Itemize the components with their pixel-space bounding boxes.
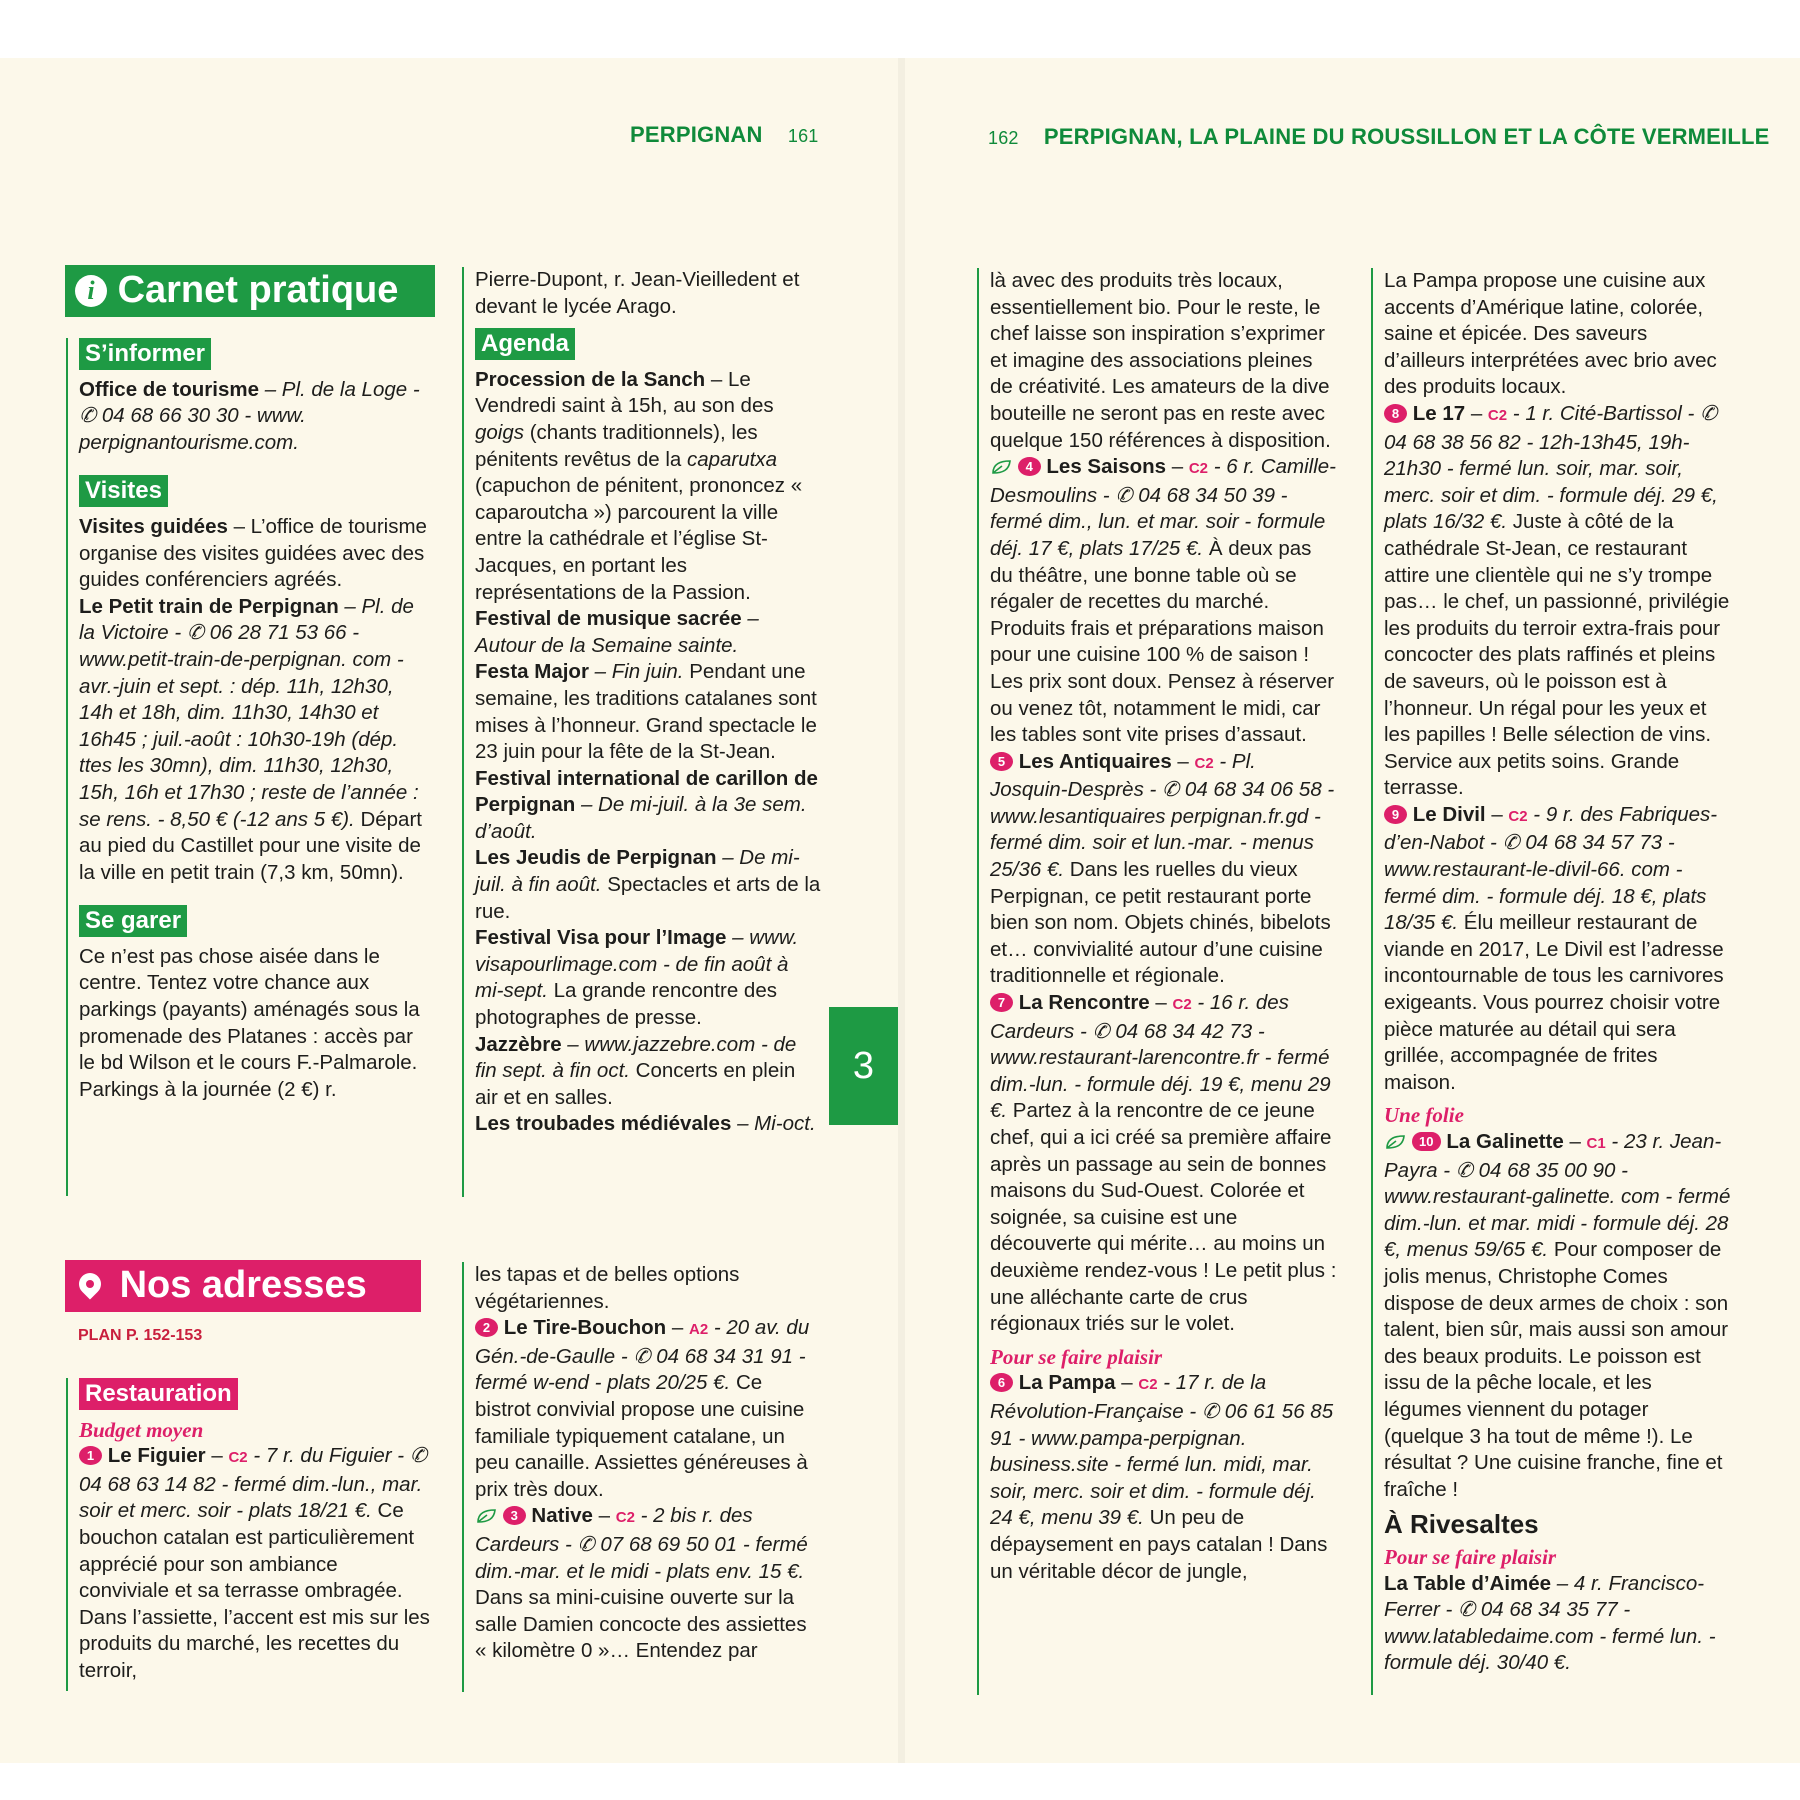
leaf-icon [475, 1508, 497, 1524]
restauration-heading: Restauration [79, 1378, 238, 1410]
col4-intro: les tapas et de belles options végétariennes. [475, 1263, 740, 1313]
restaurant-details: 04 68 34 42 73 - www.restaurant-larencontre.fr - fermé dim.-lun. - formule déj. 19 €, menu 29 €. [990, 1019, 1331, 1123]
plan-reference: PLAN P. 152-153 [78, 1327, 203, 1344]
jeudis-when: – De mi-juil. à fin août. [475, 846, 800, 897]
restaurant-description: Ce bistrot convivial propose une cuisine familiale typiquement catalane, un peu canaille. Assiettes généreuses à prix très doux. [475, 1371, 808, 1501]
restaurant-address: - 1 r. Cité-Bartissol - [1507, 401, 1700, 425]
left-column-1 [66, 338, 430, 1196]
carnet-pratique-banner [65, 265, 435, 317]
restaurant-details: 04 68 34 35 77 - www.latabledaime.com - fermé lun. - formule déj. 30/40 €. [1384, 1598, 1716, 1675]
phone-icon: ✆ [79, 404, 102, 428]
office-name: Office de tourisme [79, 377, 259, 401]
restaurant-address: - 9 r. des Fabriques-d’en-Nabot - [1384, 802, 1718, 855]
right-column-1 [977, 268, 1339, 1695]
jeudis-entry [475, 845, 822, 925]
map-grid-ref: C2 [1188, 460, 1209, 478]
phone-icon: ✆ [1162, 778, 1185, 802]
festa-major-text: Pendant une semaine, les traditions catalanes sont mises à l’honneur. Grand spectacle le 23 juin pour la fête de la St-Jean. [475, 660, 817, 764]
map-grid-ref: C2 [1194, 754, 1214, 772]
restaurant-name: Le Figuier [107, 1444, 206, 1468]
map-grid-ref: C2 [615, 1509, 635, 1527]
restaurant-entry-3: 3 Native – C2 - 2 bis r. des Cardeurs - ✆ 07 68 69 50 01 - fermé dim.-mar. et le midi - plats env. 15 €. Dans sa mini-cuisine ouverte sur la salle Damien concocte des assiettes « kilomètre 0 »… Entendez par [475, 1504, 808, 1663]
restaurant-details: 07 68 69 50 01 - fermé dim.-mar. et le midi - plats env. 15 €. [475, 1532, 808, 1583]
une-folie-heading: Une folie [1384, 1103, 1464, 1128]
right-page-number: 162 [988, 128, 1019, 148]
map-grid-ref: C2 [1508, 807, 1528, 825]
nos-adresses-banner [65, 1260, 421, 1312]
restaurant-description: À deux pas du théâtre, une bonne table où se régaler de recettes du marché. Produits frais et préparations maison pour une cuisine 100 % de saison ! Les prix sont doux. Pensez à réserver ou venez tôt, notamment le midi, car les tables sont vite prises d’assaut. [990, 536, 1335, 747]
restaurant-details: 04 68 35 00 90 - www.restaurant-galinette. com - fermé dim.-lun. et mar. midi - formule déj. 28 €, menus 59/65 €. [1384, 1158, 1731, 1262]
troubades-entry [475, 1111, 822, 1138]
map-pin-icon [74, 1268, 105, 1299]
restaurant-address: – 4 r. Francisco-Ferrer - [1384, 1571, 1705, 1622]
office-address: – Pl. de la Loge - [259, 377, 420, 401]
procession-italic-1: goigs [475, 420, 525, 444]
petit-train-details: 06 28 71 53 66 - www.petit-train-de-perpignan. com - avr.-juin et sept. : dép. 11h, 12h30, 14h et 18h, dim. 11h30, 14h30 et 16h45 ; juil.-août : 10h30-19h (dép. ttes les 30mn), dim. 11h30, 12h30, 15h, 16h et 17h30 ; reste de l’année : se rens. - 8,50 € (-12 ans 5 €). [79, 621, 419, 831]
book-gutter [898, 58, 905, 1763]
restaurant-entry-1: 1 Le Figuier – C2 - 7 r. du Figuier - ✆ 04 68 63 14 82 - fermé dim.-lun., mar. soir et merc. soir - plats 18/21 €. Ce bouchon catalan est particulièrement apprécié pour son ambiance conviviale et sa terrasse ombragée. Dans l’assiette, l’accent est mis sur les produits du marché, les recettes du terroir, [79, 1444, 430, 1682]
jazzebre-entry [475, 1032, 822, 1112]
restaurant-number: 3 [503, 1506, 526, 1525]
carillon-name: Festival international de carillon de Perpignan [475, 766, 818, 817]
visa-entry [475, 925, 822, 1031]
festival-sacree-entry [475, 606, 822, 659]
troubades-name: Les troubades médiévales [475, 1112, 732, 1136]
restaurant-name: La Pampa [1018, 1371, 1116, 1395]
phone-icon: ✆ [1458, 1598, 1481, 1622]
restaurant-number: 2 [475, 1318, 498, 1337]
pour-se-faire-plaisir-heading: Pour se faire plaisir [990, 1344, 1163, 1369]
restaurant-name: Le Tire-Bouchon [503, 1316, 667, 1340]
restaurant-name: La Rencontre [1018, 991, 1150, 1015]
petit-train-entry [79, 594, 430, 887]
restaurant-address: - 6 r. Camille-Desmoulins - [990, 455, 1336, 507]
festa-major-when: – Fin juin. [588, 660, 684, 684]
se-garer-heading: Se garer [79, 905, 187, 937]
restaurant-details: 04 68 34 50 39 - fermé dim., lun. et mar. soir - formule déj. 17 €, plats 17/25 €. [990, 483, 1326, 560]
phone-icon: ✆ [1700, 401, 1718, 425]
nos-adresses-title: Nos adresses [119, 1264, 367, 1306]
restaurant-description: Ce bouchon catalan est particulièrement apprécié pour son ambiance conviviale et sa terrasse ombragée. Dans l’assiette, l’accent est mis sur les produits du marché, les recettes du terroir, [79, 1499, 430, 1682]
visites-heading: Visites [79, 475, 168, 507]
guided-visits-entry [79, 514, 430, 594]
restaurant-address: - 16 r. des Cardeurs - [990, 991, 1289, 1043]
phone-icon: ✆ [409, 1444, 427, 1468]
procession-entry [475, 367, 822, 606]
procession-text-3: (capuchon de pénitent, prononcez « caparoutcha ») parcourent la ville entre la cathédrale et l’église St-Jacques, en portant les représentations de la Passion. [475, 474, 803, 604]
festa-major-name: Festa Major [475, 660, 589, 684]
jazzebre-name: Jazzèbre [475, 1032, 562, 1056]
procession-text-2: (chants traditionnels), les pénitents revêtus de la [475, 420, 758, 471]
table-daimee-entry [1384, 1571, 1733, 1677]
restaurant-description: Dans sa mini-cuisine ouverte sur la salle Damien concocte des assiettes « kilomètre 0 »… Entendez par [475, 1586, 807, 1663]
visa-name: Festival Visa pour l’Image [475, 926, 727, 950]
restaurant-address: - 7 r. du Figuier - [247, 1444, 410, 1468]
procession-italic-2: caparutxa [686, 447, 777, 471]
restaurant-entry-6: 6 La Pampa – C2 - 17 r. de la Révolution-Française - ✆ 06 61 56 85 91 - www.pampa-perpignan. business.site - fermé lun. midi, mar. soir, merc. soir et dim. - formule déj. 24 €, menu 39 €. Un peu de dépaysement en pays catalan ! Dans un véritable décor de jungle, [990, 1371, 1334, 1583]
chapter-thumb-tab: 3 [829, 1007, 898, 1125]
col2-intro: Pierre-Dupont, r. Jean-Vieilledent et devant le lycée Arago. [475, 268, 800, 318]
jeudis-name: Les Jeudis de Perpignan [475, 846, 717, 870]
map-grid-ref: C2 [1138, 1376, 1158, 1394]
phone-icon: ✆ [1502, 831, 1526, 855]
restaurant-details: 04 68 38 56 82 - 12h-13h45, 19h-21h30 - fermé lun. soir, mar. soir, merc. soir et dim. - formule déj. 29 €, plats 16/32 €. [1384, 430, 1718, 534]
left-page-number: 161 [787, 126, 819, 146]
map-grid-ref: A2 [689, 1321, 709, 1339]
petit-train-address: – Pl. de la Victoire - [79, 594, 414, 645]
troubades-text: – Mi-oct. [731, 1112, 816, 1136]
restaurant-description: Élu meilleur restaurant de viande en 2017, Le Divil est l’adresse incontournable de tous les carnivores exigeants. Vous pourrez choisir votre pièce maturée au détail qui sera grillée, accompagnée de frites maison. [1384, 911, 1724, 1094]
restaurant-details: 04 68 34 31 91 - fermé w-end - plats 20/25 €. [475, 1344, 806, 1395]
restaurant-address: - 17 r. de la Révolution-Française - [990, 1371, 1267, 1423]
restaurant-details: 04 68 34 06 58 - www.lesantiquaires perpignan.fr.gd - fermé dim. soir et lun.-mar. - menus 25/36 €. [990, 778, 1335, 882]
restaurant-number: 6 [990, 1373, 1013, 1392]
map-grid-ref: C2 [1172, 996, 1192, 1014]
festival-sacree-name: Festival de musique sacrée [475, 607, 742, 631]
restaurant-description: Dans les ruelles du vieux Perpignan, ce petit restaurant porte bien son nom. Objets chinés, bibelots et… convivialité autour d’une cuisine traditionnelle et régionale. [990, 858, 1331, 988]
restaurant-entry-9: 9 Le Divil – C2 - 9 r. des Fabriques-d’en-Nabot - ✆ 04 68 34 57 73 - www.restaurant-le-divil-66. com - fermé dim. - formule déj. 18 €, plats 18/35 €. Élu meilleur restaurant de viande en 2017, Le Divil est l’adresse incontournable de tous les carnivores exigeants. Vous pourrez choisir votre pièce maturée au détail qui sera grillée, accompagnée de frites maison. [1384, 802, 1724, 1094]
leaf-icon [990, 459, 1012, 475]
map-grid-ref: C2 [228, 1449, 248, 1467]
phone-icon: ✆ [633, 1344, 657, 1368]
visa-when: – www. visapourlimage.com - de fin août à mi-sept. [475, 926, 799, 1003]
festival-sacree-text: – Autour de la Semaine sainte. [475, 607, 759, 657]
right-col2-intro: La Pampa propose une cuisine aux accents d’Amérique latine, colorée, saine et épicée. Des saveurs d’ailleurs interprétées avec brio avec des produits locaux. [1384, 269, 1717, 399]
procession-name: Procession de la Sanch [475, 367, 706, 391]
restaurant-description: Partez à la rencontre de ce jeune chef, qui a ici créé sa première affaire après un passage au sein de bonnes maisons du Sud-Ouest. Colorée et soignée, sa cuisine est une découverte qui mérite… au moins un deuxième rendez-vous ! Le petit plus : une alléchante carte de crus régionaux triés sur le volet. [990, 1099, 1337, 1336]
restaurant-number: 1 [79, 1446, 102, 1465]
map-grid-ref: C2 [1487, 406, 1508, 424]
restaurant-number: 7 [990, 993, 1013, 1012]
restaurant-number: 5 [990, 752, 1013, 771]
procession-text-1: – Le Vendredi saint à 15h, au son des [475, 367, 774, 418]
restaurant-address: - 23 r. Jean-Payra - [1384, 1130, 1722, 1182]
restaurant-name: Les Antiquaires [1018, 749, 1172, 773]
festa-major-entry [475, 659, 822, 765]
budget-moyen-heading: Budget moyen [79, 1417, 204, 1442]
leaf-icon [1384, 1134, 1406, 1150]
restaurant-description: Un peu de dépaysement en pays catalan ! Dans un véritable décor de jungle, [990, 1506, 1328, 1583]
visa-text: La grande rencontre des photographes de presse. [475, 979, 777, 1030]
restaurant-address: - Pl. Josquin-Desprès - [990, 749, 1256, 802]
carillon-text: – De mi-juil. à la 3e sem. d’août. [475, 793, 807, 843]
se-garer-text: Ce n’est pas chose aisée dans le centre. Tentez votre chance aux parkings (payants) aménagés sous la promenade des Platanes : accès par le bd Wilson et le cours F.-Palmarole. Parkings à la journée (2 €) r. [79, 944, 420, 1101]
right-running-header [988, 124, 1770, 150]
guided-visits-text: – L’office de tourisme organise des visites guidées avec des guides conférenciers agréés. [79, 514, 427, 592]
right-running-title: PERPIGNAN, LA PLAINE DU ROUSSILLON ET LA CÔTE VERMEILLE [1043, 124, 1770, 149]
phone-icon: ✆ [1115, 483, 1139, 507]
restaurant-name: La Table d’Aimée [1384, 1571, 1552, 1595]
phone-icon: ✆ [1092, 1019, 1116, 1043]
rivesaltes-heading: À Rivesaltes [1384, 1509, 1539, 1540]
right-column-2 [1371, 268, 1733, 1695]
restaurant-details: 04 68 34 57 73 - www.restaurant-le-divil-66. com - fermé dim. - formule déj. 18 €, plats 18/35 €. [1384, 831, 1707, 935]
right-col1-intro: là avec des produits très locaux, essentiellement bio. Pour le reste, le chef laisse son inspiration s’exprimer et imagine des associations pleines de créativité. Les amateurs de la dive bouteille ne seront pas en reste avec quelque 150 références à disposition. [990, 269, 1331, 452]
left-running-header [630, 122, 819, 148]
phone-icon: ✆ [186, 621, 210, 645]
restaurant-address: - 20 av. du Gén.-de-Gaulle - [475, 1316, 810, 1368]
left-column-2 [462, 267, 822, 1197]
restaurant-description: Pour composer de jolis menus, Christophe Comes dispose de deux armes de choix : son talent, bien sûr, mais aussi son amour des beaux produits. Le poisson est issu de la pêche locale, et les légumes viennent du potager (quelque 3 ha tout de même !). Le résultat ? Une cuisine franche, fine et fraîche ! [1384, 1238, 1729, 1501]
jeudis-text: Spectacles et arts de la rue. [475, 873, 821, 923]
info-icon: i [75, 275, 107, 307]
office-entry [79, 377, 430, 457]
phone-icon: ✆ [1201, 1399, 1225, 1423]
restaurant-entry-4: 4 Les Saisons – C2 - 6 r. Camille-Desmoulins - ✆ 04 68 34 50 39 - fermé dim., lun. et mar. soir - formule déj. 17 €, plats 17/25 €. À deux pas du théâtre, une bonne table où se régaler de recettes du marché. Produits frais et préparations maison pour une cuisine 100 % de saison ! Les prix sont doux. Pensez à réserver ou venez tôt, notamment le midi, car les tables sont vite prises d’assaut. [990, 455, 1336, 747]
phone-icon: ✆ [577, 1532, 601, 1556]
restaurant-number: 10 [1412, 1132, 1441, 1151]
agenda-heading: Agenda [475, 328, 575, 360]
s-informer-heading: S’informer [79, 338, 211, 370]
jazzebre-when: – www.jazzebre.com - de fin sept. à fin oct. [475, 1032, 797, 1083]
office-phone: 04 68 66 30 30 - www. perpignantourisme.com. [79, 404, 306, 454]
restaurant-name: Native [531, 1504, 593, 1528]
left-column-3 [66, 1378, 430, 1691]
restaurant-description: Juste à côté de la cathédrale St-Jean, ce restaurant attire une clientèle qui ne s’y trompe pas… le chef, un passionné, privilégie les produits du terroir extra-frais pour concocter des plats raffinés et pleins de saveurs, où le poisson est à l’honneur. Un régal pour les yeux et les papilles ! Belle sélection de vins. Service aux petits soins. Grande terrasse. [1384, 510, 1730, 800]
phone-icon: ✆ [1455, 1158, 1479, 1182]
carnet-pratique-title: Carnet pratique [117, 269, 399, 311]
restaurant-address: - 2 bis r. des Cardeurs - [475, 1504, 753, 1556]
restaurant-number: 4 [1018, 457, 1041, 476]
left-running-title: PERPIGNAN [630, 122, 763, 147]
restaurant-name: La Galinette [1446, 1130, 1564, 1153]
restaurant-name: Les Saisons [1046, 455, 1167, 479]
restaurant-details: 04 68 63 14 82 - fermé dim.-lun., mar. soir et merc. soir - plats 18/21 €. [79, 1472, 423, 1523]
restaurant-name: Le 17 [1412, 401, 1466, 425]
petit-train-text: Départ au pied du Castillet pour une visite de la ville en petit train (7,3 km, 50mn). [79, 807, 422, 884]
guided-visits-name: Visites guidées [79, 514, 228, 538]
left-column-4 [462, 1262, 822, 1692]
restaurant-number: 9 [1384, 805, 1407, 824]
restaurant-entry-7: 7 La Rencontre – C2 - 16 r. des Cardeurs - ✆ 04 68 34 42 73 - www.restaurant-larencontre.fr - fermé dim.-lun. - formule déj. 19 €, menu 29 €. Partez à la rencontre de ce jeune chef, qui a ici créé sa première affaire après un passage au sein de bonnes maisons du Sud-Ouest. Colorée et soignée, sa cuisine est une découverte qui mérite… au moins un deuxième rendez-vous ! Le petit plus : une alléchante carte de crus régionaux triés sur le volet. [990, 991, 1337, 1336]
carillon-entry [475, 766, 822, 846]
restaurant-entry-8: 8 Le 17 – C2 - 1 r. Cité-Bartissol - ✆ 04 68 38 56 82 - 12h-13h45, 19h-21h30 - fermé lun. soir, mar. soir, merc. soir et dim. - formule déj. 29 €, plats 16/32 €. Juste à côté de la cathédrale St-Jean, ce restaurant attire une clientèle qui ne s’y trompe pas… le chef, un passionné, privilégie les produits du terroir extra-frais pour concocter des plats raffinés et pleins de saveurs, où le poisson est à l’honneur. Un régal pour les yeux et les papilles ! Belle sélection de vins. Service aux petits soins. Grande terrasse. [1384, 401, 1730, 800]
restaurant-details: 06 61 56 85 91 - www.pampa-perpignan. business.site - fermé lun. midi, mar. soir, merc. soir et dim. - formule déj. 24 €, menu 39 €. [990, 1399, 1334, 1530]
jazzebre-text: Concerts en plein air et en salles. [475, 1059, 796, 1109]
rivesaltes-pour-se-faire-plaisir: Pour se faire plaisir [1384, 1544, 1557, 1569]
restaurant-entry-5: 5 Les Antiquaires – C2 - Pl. Josquin-Desprès - ✆ 04 68 34 06 58 - www.lesantiquaires perpignan.fr.gd - fermé dim. soir et lun.-mar. - menus 25/36 €. Dans les ruelles du vieux Perpignan, ce petit restaurant porte bien son nom. Objets chinés, bibelots et… convivialité autour d’une cuisine traditionnelle et régionale. [990, 749, 1335, 988]
map-grid-ref: C1 [1586, 1135, 1606, 1152]
petit-train-name: Le Petit train de Perpignan [79, 594, 339, 618]
restaurant-entry-2: 2 Le Tire-Bouchon – A2 - 20 av. du Gén.-de-Gaulle - ✆ 04 68 34 31 91 - fermé w-end - plats 20/25 €. Ce bistrot convivial propose une cuisine familiale typiquement catalane, un peu canaille. Assiettes généreuses à prix très doux. [475, 1316, 810, 1501]
restaurant-number: 8 [1384, 404, 1407, 423]
restaurant-entry-10: 10 La Galinette – C1 - 23 r. Jean-Payra - ✆ 04 68 35 00 90 - www.restaurant-galinette. com - fermé dim.-lun. et mar. midi - formule déj. 28 €, menus 59/65 €. Pour composer de jolis menus, Christophe Comes dispose de deux armes de choix : son talent, bien sûr, mais aussi son amour des beaux produits. Le poisson est issu de la pêche locale, et les légumes viennent du potager (quelque 3 ha tout de même !). Le résultat ? Une cuisine franche, fine et fraîche ! [1384, 1130, 1731, 1501]
restaurant-name: Le Divil [1412, 802, 1486, 826]
